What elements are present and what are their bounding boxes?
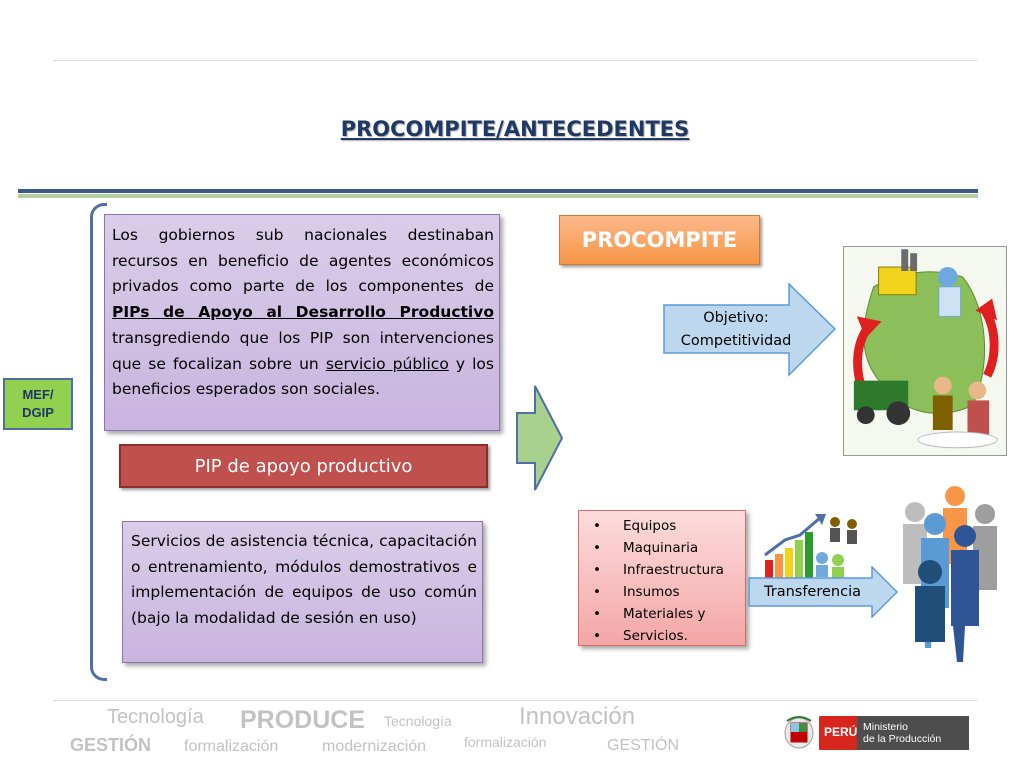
list-item: • Infraestructura bbox=[593, 559, 745, 581]
logo-ministry-line1: Ministerio bbox=[863, 721, 908, 733]
pip-apoyo-productivo-box: PIP de apoyo productivo bbox=[119, 444, 488, 488]
watermark-text: PRODUCE bbox=[240, 706, 366, 734]
pips-emphasis: PIPs de Apoyo al Desarrollo Productivo bbox=[112, 303, 494, 322]
antecedentes-text-box bbox=[104, 214, 500, 431]
page-title: PROCOMPITE/ANTECEDENTES bbox=[340, 117, 690, 141]
servicios-text-box: Servicios de asistencia técnica, capacitación o entrenamiento, módulos demostrativos e implementación de equipos de uso común (bajo la modalidad de sesión en uso) bbox=[122, 521, 483, 663]
coat-of-arms-icon bbox=[782, 713, 816, 751]
watermark-text: Tecnología bbox=[107, 706, 204, 728]
antecedentes-text-1: Los gobiernos sub nacionales destinaban recursos en beneficio de agentes económicos privados como parte de los componentes de bbox=[112, 226, 494, 296]
mef-label-line2: DGIP bbox=[22, 405, 54, 420]
objetivo-line1: Objetivo: bbox=[703, 310, 769, 326]
watermark-text: Innovación bbox=[519, 703, 636, 730]
objetivo-line2: Competitividad bbox=[680, 333, 792, 349]
list-item: • Materiales y bbox=[593, 603, 745, 625]
logo-ministry-line2: de la Producción bbox=[863, 733, 942, 745]
competitividad-illustration bbox=[843, 246, 1007, 456]
top-divider bbox=[53, 60, 977, 61]
watermark-text: modernización bbox=[322, 738, 427, 755]
transition-arrow bbox=[515, 383, 565, 493]
title-band-green bbox=[18, 194, 978, 198]
transferencia-label: Transferencia bbox=[764, 584, 861, 600]
watermark-text: Tecnología bbox=[384, 713, 452, 729]
antecedentes-text-3: transgrediendo que los PIP son intervenciones que se focalizan sobre un bbox=[112, 328, 494, 373]
list-item: • Maquinaria bbox=[593, 537, 745, 559]
mef-dgip-box bbox=[3, 378, 73, 430]
watermark-text: GESTIÓN bbox=[70, 735, 152, 755]
mef-label-line1: MEF/ bbox=[22, 387, 54, 402]
recursos-list-box bbox=[578, 510, 746, 646]
servicio-publico-emphasis: servicio público bbox=[325, 354, 449, 373]
title-band-blue bbox=[18, 189, 978, 193]
logo-country: PERÚ bbox=[824, 725, 858, 739]
procompite-box: PROCOMPITE bbox=[559, 215, 760, 265]
watermark-text: formalización bbox=[184, 738, 279, 755]
bottom-divider bbox=[53, 700, 977, 701]
list-item: • Insumos bbox=[593, 581, 745, 603]
watermark-text: GESTIÓN bbox=[607, 737, 680, 754]
logo-banner bbox=[819, 716, 969, 750]
list-item: • Servicios. bbox=[593, 625, 745, 647]
antecedentes-text-5: y los beneficios esperados son sociales. bbox=[112, 354, 494, 399]
list-item: • Equipos bbox=[593, 515, 745, 537]
watermark-text: formalización bbox=[464, 734, 547, 750]
objetivo-label bbox=[665, 307, 807, 353]
recursos-list bbox=[593, 515, 745, 647]
logo-ministry-panel bbox=[857, 716, 969, 750]
people-group-illustration bbox=[895, 484, 1005, 664]
ministerio-logo bbox=[782, 713, 969, 751]
